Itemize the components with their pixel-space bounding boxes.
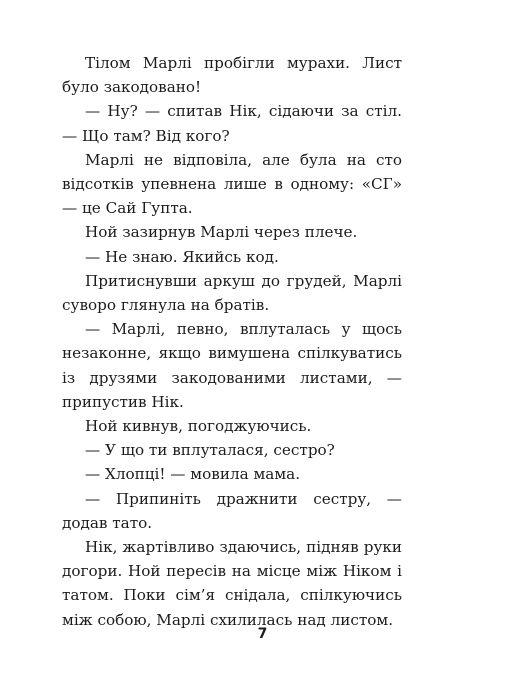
- paragraph-2: — Ну? — спитав Нік, сідаючи за стіл. — Що там? Від кого?: [62, 102, 402, 145]
- paragraph-1: Тілом Марлі пробігли мурахи. Лист було закодовано!: [62, 54, 402, 97]
- paragraph-8: Ной кивнув, погоджуючись.: [85, 417, 312, 436]
- paragraph-9: — У що ти вплуталася, сестро?: [85, 441, 335, 460]
- paragraph-5: — Не знаю. Якийсь код.: [85, 247, 279, 266]
- paragraph-4: Ной зазирнув Марлі через плече.: [85, 223, 358, 242]
- paragraph-12: Нік, жартівливо здаючись, підняв руки догори. Ной пересів на місце між Ніком і татом. Поки сім’я снідала, спілкуючись між собою, Марлі схилилась над листом.: [62, 538, 402, 629]
- page-number: 7: [257, 626, 268, 642]
- paragraph-3: Марлі не відповіла, але була на сто відсотків упевнена лише в одному: «СГ» — це Сай Гупта.: [62, 150, 402, 218]
- body-text: [62, 51, 402, 632]
- paragraph-7: — Марлі, певно, вплуталась у щось незаконне, якщо вимушена спілкуватись із друзями закодованими листами, — припустив Нік.: [62, 320, 402, 411]
- paragraph-10: — Хлопці! — мовила мама.: [85, 465, 301, 484]
- paragraph-11: — Припиніть дражнити сестру, — додав тато.: [62, 489, 402, 532]
- paragraph-6: Притиснувши аркуш до грудей, Марлі суворо глянула на братів.: [62, 271, 402, 315]
